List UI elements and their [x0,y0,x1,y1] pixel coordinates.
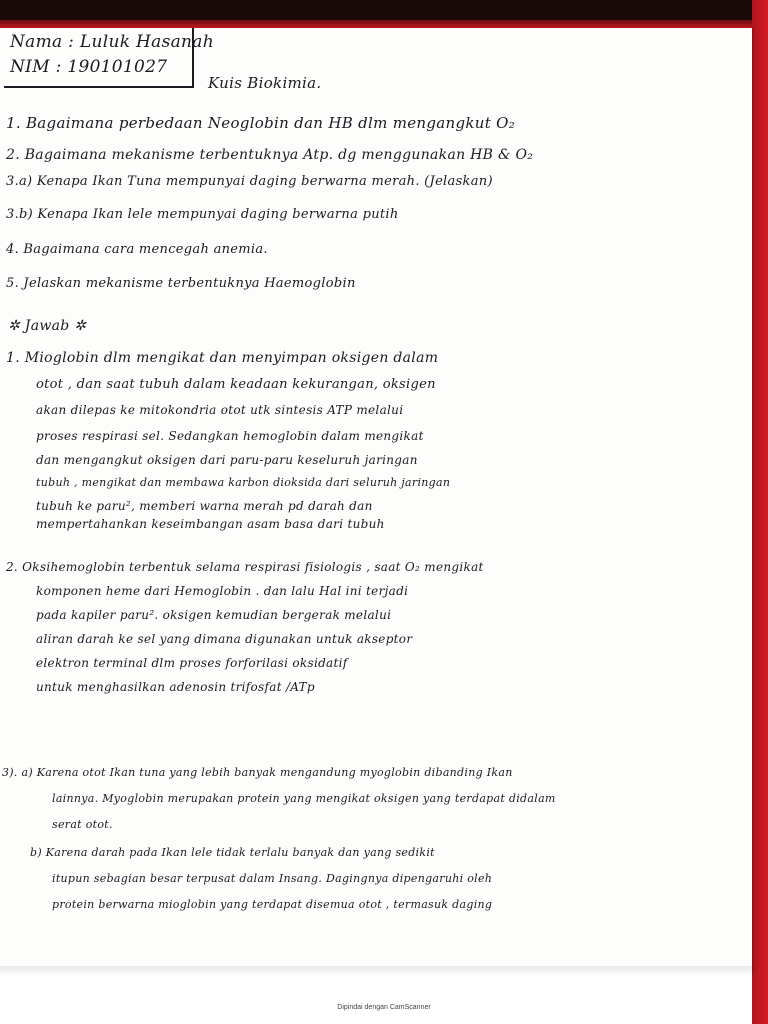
question-3a: 3.a) Kenapa Ikan Tuna mempunyai daging berwarna merah. (Jelaskan) [6,174,493,189]
answer-1-line: dan mengangkut oksigen dari paru-paru keseluruh jaringan [36,453,418,467]
scanner-footer [0,1004,768,1011]
red-background-top [0,20,768,28]
answer-1-line: akan dilepas ke mitokondria otot utk sintesis ATP melalui [36,403,404,417]
answer-1-line: 1. Mioglobin dlm mengikat dan menyimpan oksigen dalam [6,350,439,366]
answer-3a-line: lainnya. Myoglobin merupakan protein yang mengikat oksigen yang terdapat didalam [52,792,556,805]
answer-1-line: otot , dan saat tubuh dalam keadaan kekurangan, oksigen [36,377,436,392]
student-name: Nama : Luluk Hasanah [10,32,214,52]
answers-heading: ✲ Jawab ✲ [8,318,87,334]
question-4: 4. Bagaimana cara mencegah anemia. [6,242,268,257]
answer-3a-line: 3). a) Karena otot Ikan tuna yang lebih banyak mengandung myoglobin dibanding Ikan [2,766,513,779]
answer-2-line: 2. Oksihemoglobin terbentuk selama respirasi fisiologis , saat O₂ mengikat [6,560,484,574]
answer-1-line: tubuh , mengikat dan membawa karbon dioksida dari seluruh jaringan [36,476,451,489]
answer-2-line: pada kapiler paru². oksigen kemudian bergerak melalui [36,608,392,622]
question-3b: 3.b) Kenapa Ikan lele mempunyai daging berwarna putih [6,207,399,222]
scanner-footer-text: Dipindai dengan CamScanner [337,1004,431,1011]
page-title: Kuis Biokimia. [208,74,322,92]
answer-2-line: untuk menghasilkan adenosin trifosfat /ATp [36,680,315,694]
answer-1-line: proses respirasi sel. Sedangkan hemoglobin dalam mengikat [36,429,424,443]
answer-3b-line: itupun sebagian besar terpusat dalam Insang. Dagingnya dipengaruhi oleh [52,872,493,885]
student-nim: NIM : 190101027 [10,57,168,77]
question-1: 1. Bagaimana perbedaan Neoglobin dan HB dlm mengangkut O₂ [6,114,516,132]
question-5: 5. Jelaskan mekanisme terbentuknya Haemoglobin [6,276,356,291]
answer-2-line: elektron terminal dlm proses forforilasi oksidatif [36,656,348,670]
answer-1-line: mempertahankan keseimbangan asam basa dari tubuh [36,517,385,531]
red-background-right [752,0,768,1024]
answer-3a-line: serat otot. [52,818,113,831]
answer-3b-line: protein berwarna mioglobin yang terdapat disemua otot , termasuk daging [52,898,493,911]
answer-2-line: aliran darah ke sel yang dimana digunakan untuk akseptor [36,632,413,646]
answer-3b-line: b) Karena darah pada Ikan lele tidak terlalu banyak dan yang sedikit [30,846,435,859]
answer-2-line: komponen heme dari Hemoglobin . dan lalu Hal ini terjadi [36,584,409,598]
paper-bottom-shadow [0,966,752,976]
question-2: 2. Bagaimana mekanisme terbentuknya Atp. dg menggunakan HB & O₂ [6,147,534,163]
answer-1-line: tubuh ke paru², memberi warna merah pd darah dan [36,499,373,513]
